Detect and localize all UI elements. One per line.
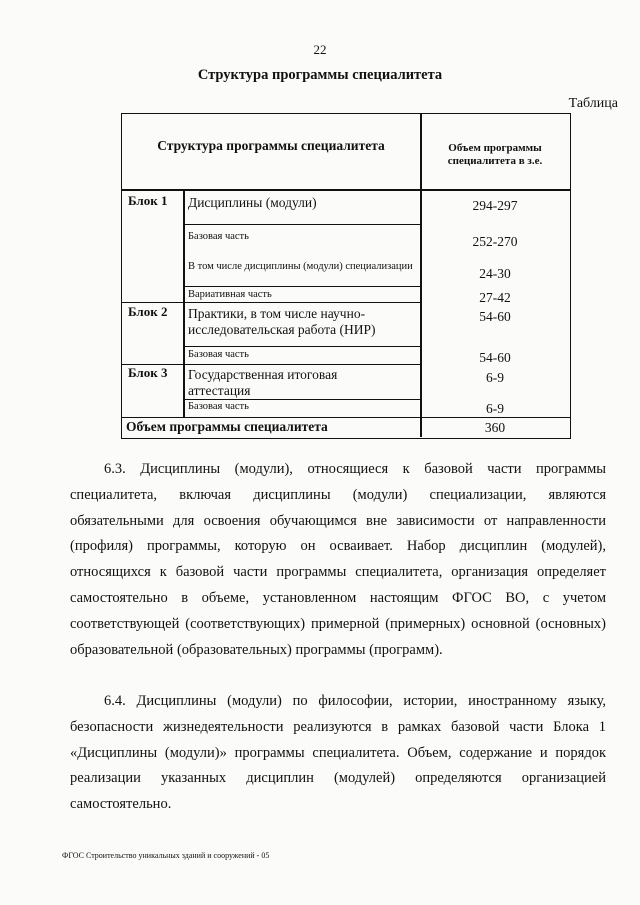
block-1-specialization-desc: В том числе дисциплины (модули) специализации: [188, 261, 413, 272]
paragraph-6-3-text: 6.3. Дисциплины (модули), относящиеся к базовой части программы специалитета, включая дисциплины (модули) специализации, являются обязательными для освоения обучающимся вне зависимости от направленности (профиля) программы, которую он осваивает. Набор дисциплин (модулей), относящихся к базовой части программы специалитета, организация определяет самостоятельно в объеме, установленном настоящим ФГОС ВО, с учетом соответствующей (соответствующих) примерной (примерных) основной (основных) образовательной (образовательных) программы (программ).: [70, 461, 606, 658]
total-label: Объем программы специалитета: [126, 419, 328, 434]
block-1-value: 294-297: [472, 198, 518, 213]
footer-note: ФГОС Строительство уникальных зданий и сооружений - 05: [62, 851, 270, 860]
paragraph-6-4-text: 6.4. Дисциплины (модули) по философии, истории, иностранному языку, безопасности жизнедеятельности реализуются в рамках базовой части Блока 1 «Дисциплины (модули)» программы специалитета. Объем, содержание и порядок реализации указанных дисциплин (модулей) определяются организацией самостоятельно.: [70, 693, 606, 813]
block-3-base-desc: Базовая часть: [188, 401, 249, 412]
block-3-label: Блок 3: [128, 365, 168, 380]
block-2-value: 54-60: [479, 309, 511, 324]
paragraph-6-4: [70, 689, 606, 818]
program-structure-table: [121, 113, 571, 439]
block-3-base-value: 6-9: [486, 401, 504, 416]
block-1-variative-desc: Вариативная часть: [188, 289, 272, 300]
block-2-base-desc: Базовая часть: [188, 349, 249, 360]
block-1-desc: Дисциплины (модули): [188, 195, 317, 210]
block-2-label: Блок 2: [128, 304, 168, 319]
block-1-base-value: 252-270: [472, 234, 518, 249]
table-label: Таблица: [568, 96, 618, 111]
paragraph-6-3: [70, 457, 606, 663]
block-1-label: Блок 1: [128, 193, 168, 208]
block-2-desc: Практики, в том числе научно-исследовательская работа (НИР): [188, 306, 376, 337]
page-number: 22: [313, 42, 327, 57]
block-1-variative-value: 27-42: [479, 290, 511, 305]
block-3-value: 6-9: [486, 370, 504, 385]
block-2-base-value: 54-60: [479, 350, 511, 365]
block-3-desc: Государственная итоговая аттестация: [188, 367, 338, 398]
block-1-base-desc: Базовая часть: [188, 231, 249, 242]
document-title: Структура программы специалитета: [197, 67, 443, 83]
header-structure: Структура программы специалитета: [157, 138, 385, 153]
total-value: 360: [484, 420, 506, 435]
header-volume: Объем программы специалитета в з.е.: [447, 142, 543, 167]
block-1-specialization-value: 24-30: [479, 266, 511, 281]
